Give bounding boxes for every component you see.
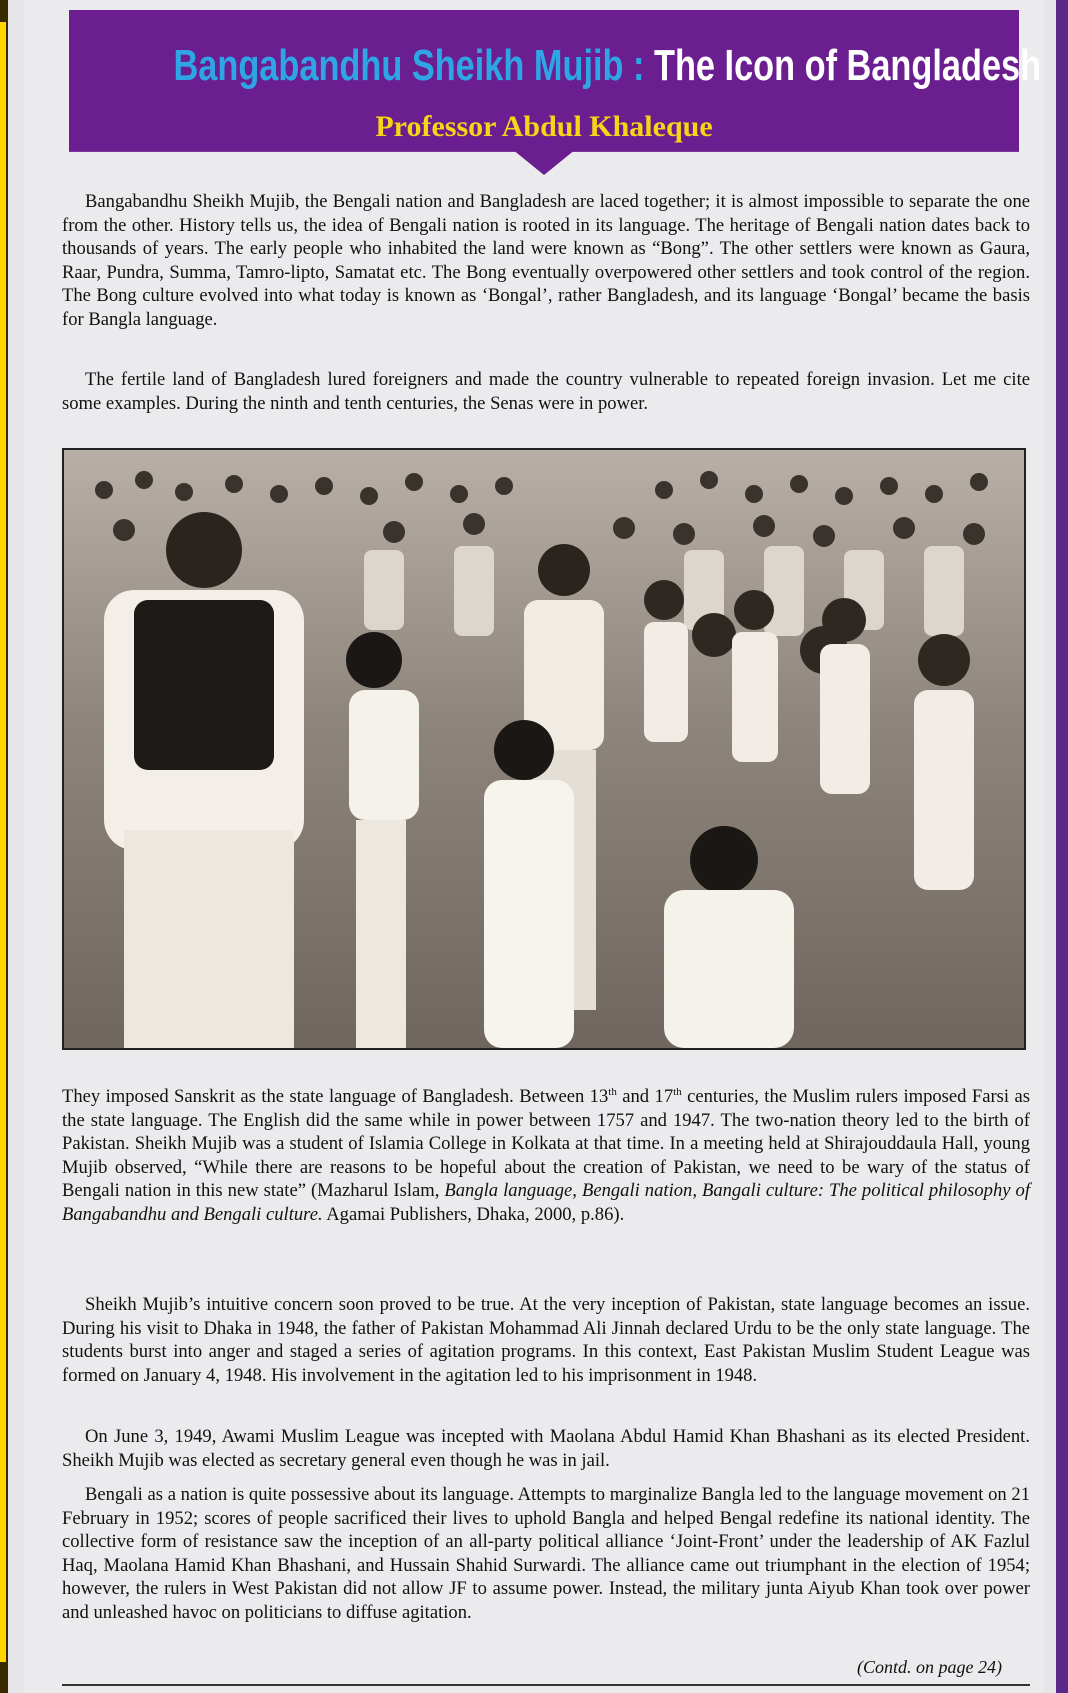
paragraph-3-book-title: Bangla language, Bengali nation, Bangali culture: The political philosophy of Bangabandhu and Bengali culture. bbox=[62, 1180, 1030, 1225]
paragraph-3-text-b: and 17 bbox=[616, 1086, 674, 1107]
photo-illustration bbox=[64, 450, 1024, 1048]
historical-photo bbox=[62, 448, 1026, 1050]
paragraph-2: The fertile land of Bangladesh lured foreigners and made the country vulnerable to repeated foreign invasion. Let me cite some examples. During the ninth and tenth centuries, the Senas were in power. bbox=[62, 369, 1030, 414]
title-part-2: The Icon of Bangladesh bbox=[653, 41, 1042, 90]
continued-note: (Contd. on page 24) bbox=[857, 1657, 1002, 1677]
left-border-accent bbox=[0, 22, 6, 1662]
paragraph-3-text-a: They imposed Sanskrit as the state language of Bangladesh. Between 13 bbox=[62, 1086, 609, 1107]
right-border-strip bbox=[1056, 0, 1068, 1693]
paragraph-3 bbox=[62, 1085, 1030, 1227]
paragraph-6: Bengali as a nation is quite possessive about its language. Attempts to marginalize Bangla led to the language movement on 21 February in 1952; scores of people sacrificed their lives to uphold Bangla and helped Bengal redefine its national identity. The collective form of resistance saw the inception of an all-party political alliance ‘Joint-Front’ under the leadership of AK Fazlul Haq, Maolana Hamid Khan Bhashani, and Hussain Shahid Surwardi. The alliance came out triumphant in the election of 1954; however, the rulers in West Pakistan did not allow JF to assume power. Instead, the military junta Aiyub Khan took over power and unleashed havoc on politicians to diffuse agitation. bbox=[62, 1484, 1030, 1623]
bottom-divider bbox=[62, 1684, 1030, 1686]
paragraph-3-sup-2: th bbox=[673, 1085, 682, 1098]
paragraph-3-text-d: Agamai Publishers, Dhaka, 2000, p.86). bbox=[322, 1203, 625, 1225]
page bbox=[24, 0, 1044, 1693]
title-banner bbox=[69, 10, 1019, 175]
paragraph-3-sup-1: th bbox=[608, 1085, 617, 1098]
paragraph-3-text-c: centuries, the Muslim rulers imposed Farsi as the state language. The English did the same while in power between 1757 and 1947. The two-nation theory led to the birth of Pakistan. Sheikh Mujib was a student of Islamia College in Kolkata at that time. In a meeting held at Shirajouddaula Hall, young Mujib observed, “While there are reasons to be hopeful about the creation of Pakistan, we need to be wary of the status of Bengali nation in this new state” (Mazharul Islam, bbox=[62, 1086, 1030, 1202]
author-byline: Professor Abdul Khaleque bbox=[375, 110, 713, 143]
paragraph-4: Sheikh Mujib’s intuitive concern soon proved to be true. At the very inception of Pakistan, state language becomes an issue. During his visit to Dhaka in 1948, the father of Pakistan Mohammad Ali Jinnah declared Urdu to be the only state language. The students burst into anger and staged a series of agitation programs. In this context, East Pakistan Muslim Student League was formed on January 4, 1948. His involvement in the agitation led to his imprisonment in 1948. bbox=[62, 1294, 1030, 1386]
paragraph-5: On June 3, 1949, Awami Muslim League was incepted with Maolana Abdul Hamid Khan Bhashani as its elected President. Sheikh Mujib was elected as secretary general even though he was in jail. bbox=[62, 1426, 1030, 1471]
paragraph-1: Bangabandhu Sheikh Mujib, the Bengali nation and Bangladesh are laced together; it is almost impossible to separate the one from the other. History tells us, the idea of Bengali nation is rooted in its language. The heritage of Bengali nation dates back to thousands of years. The early people who inhabited the land were known as “Bong”. The other settlers were known as Gaura, Raar, Pundra, Summa, Tamro-lipto, Samatat etc. The Bong eventually overpowered other settlers and took control of the region. The Bong culture evolved into what today is known as ‘Bongal’, rather Bangladesh, and its language ‘Bongal’ became the basis for Bangla language. bbox=[62, 191, 1030, 330]
page-title bbox=[173, 40, 1042, 92]
title-part-1: Bangabandhu Sheikh Mujib : bbox=[173, 41, 645, 90]
